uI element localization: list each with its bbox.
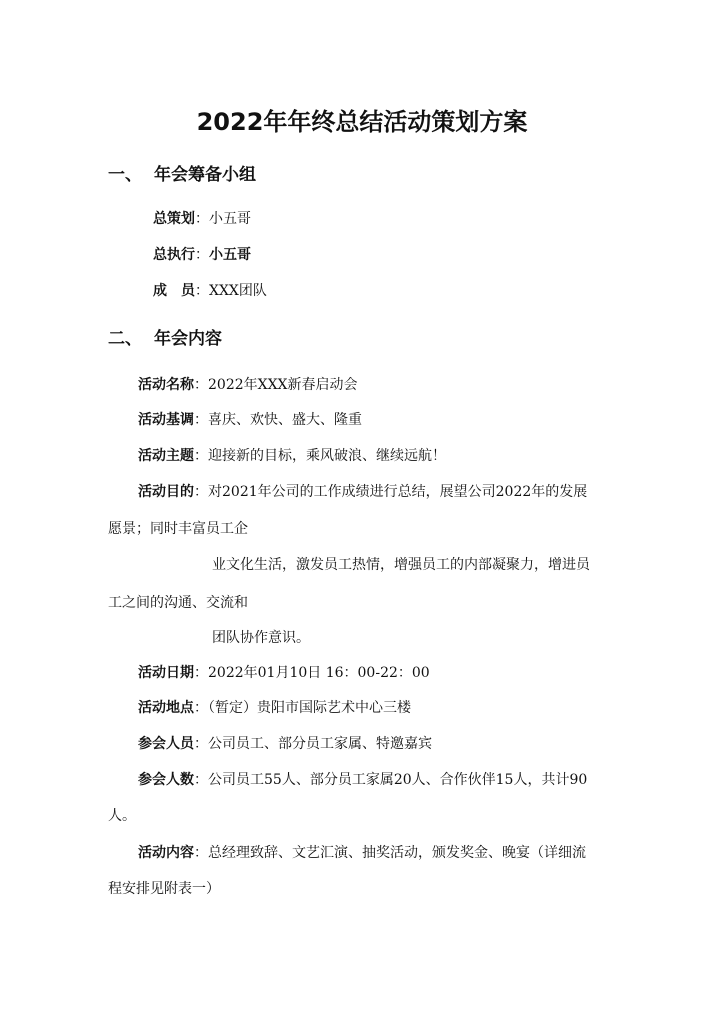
- field-label: 总执行: [153, 247, 195, 263]
- field-activity-content: [138, 842, 586, 862]
- section-number: 二、: [108, 329, 142, 349]
- field-label: 活动名称: [138, 377, 194, 393]
- field-value: ：公司员工、部分员工家属、特邀嘉宾: [194, 736, 432, 752]
- section-heading-1: [108, 160, 256, 185]
- field-value: ：喜庆、欢快、盛大、隆重: [194, 412, 362, 428]
- field-activity-date: [138, 662, 430, 682]
- field-label: 参会人员: [138, 736, 194, 752]
- field-value: ：（暂定）贵阳市国际艺术中心三楼: [194, 700, 411, 716]
- field-label: 参会人数: [138, 772, 194, 788]
- section-number: 一、: [108, 165, 142, 185]
- field-value: 小五哥: [209, 247, 251, 263]
- field-value: XXX团队: [209, 283, 267, 299]
- field-label: 活动内容: [138, 845, 194, 861]
- field-separator: ：: [195, 211, 209, 227]
- content-continuation: 程安排见附表一）: [108, 881, 220, 897]
- purpose-continuation: 业文化生活，激发员工热情，增强员工的内部凝聚力，增进员: [212, 557, 590, 573]
- field-label: 活动主题: [138, 448, 194, 464]
- field-value: ：2022年01月10日 16：00-22：00: [194, 665, 430, 681]
- field-activity-place: [138, 697, 411, 717]
- purpose-continuation: 工之间的沟通、交流和: [108, 595, 248, 611]
- field-value: ：对2021年公司的工作成绩进行总结，展望公司2022年的发展: [194, 484, 588, 500]
- field-activity-purpose: [138, 481, 587, 501]
- field-value: ：2022年XXX新春启动会: [194, 377, 358, 393]
- field-value: ：迎接新的目标，乘风破浪、继续远航！: [194, 448, 446, 464]
- field-label: 总策划: [153, 211, 195, 227]
- field-value: ：总经理致辞、文艺汇演、抽奖活动，颁发奖金、晚宴（详细流: [194, 845, 586, 861]
- field-value: 小五哥: [209, 211, 251, 227]
- field-label: 成 员: [153, 283, 195, 299]
- section-heading-2: [108, 324, 222, 349]
- field-activity-name: [138, 374, 358, 394]
- field-separator: ：: [195, 283, 209, 299]
- count-continuation: 人。: [108, 808, 136, 824]
- field-label: 活动基调: [138, 412, 194, 428]
- section-title: 年会筹备小组: [154, 165, 256, 185]
- field-attendees: [138, 733, 432, 753]
- purpose-continuation: 愿景；同时丰富员工企: [108, 521, 248, 537]
- section-title: 年会内容: [154, 329, 222, 349]
- field-label: 活动日期: [138, 665, 194, 681]
- purpose-continuation: 团队协作意识。: [212, 630, 310, 646]
- field-attendee-count: [138, 769, 587, 789]
- field-chief-planner: [153, 208, 251, 228]
- field-separator: ：: [195, 247, 209, 263]
- page-title: 2022年年终总结活动策划方案: [196, 108, 528, 136]
- field-label: 活动目的: [138, 484, 194, 500]
- field-chief-executive: [153, 244, 251, 264]
- field-members: [153, 280, 267, 300]
- field-activity-theme: [138, 445, 446, 465]
- field-activity-tone: [138, 409, 362, 429]
- field-value: ：公司员工55人、部分员工家属20人、合作伙伴15人，共计90: [194, 772, 588, 788]
- field-label: 活动地点: [138, 700, 194, 716]
